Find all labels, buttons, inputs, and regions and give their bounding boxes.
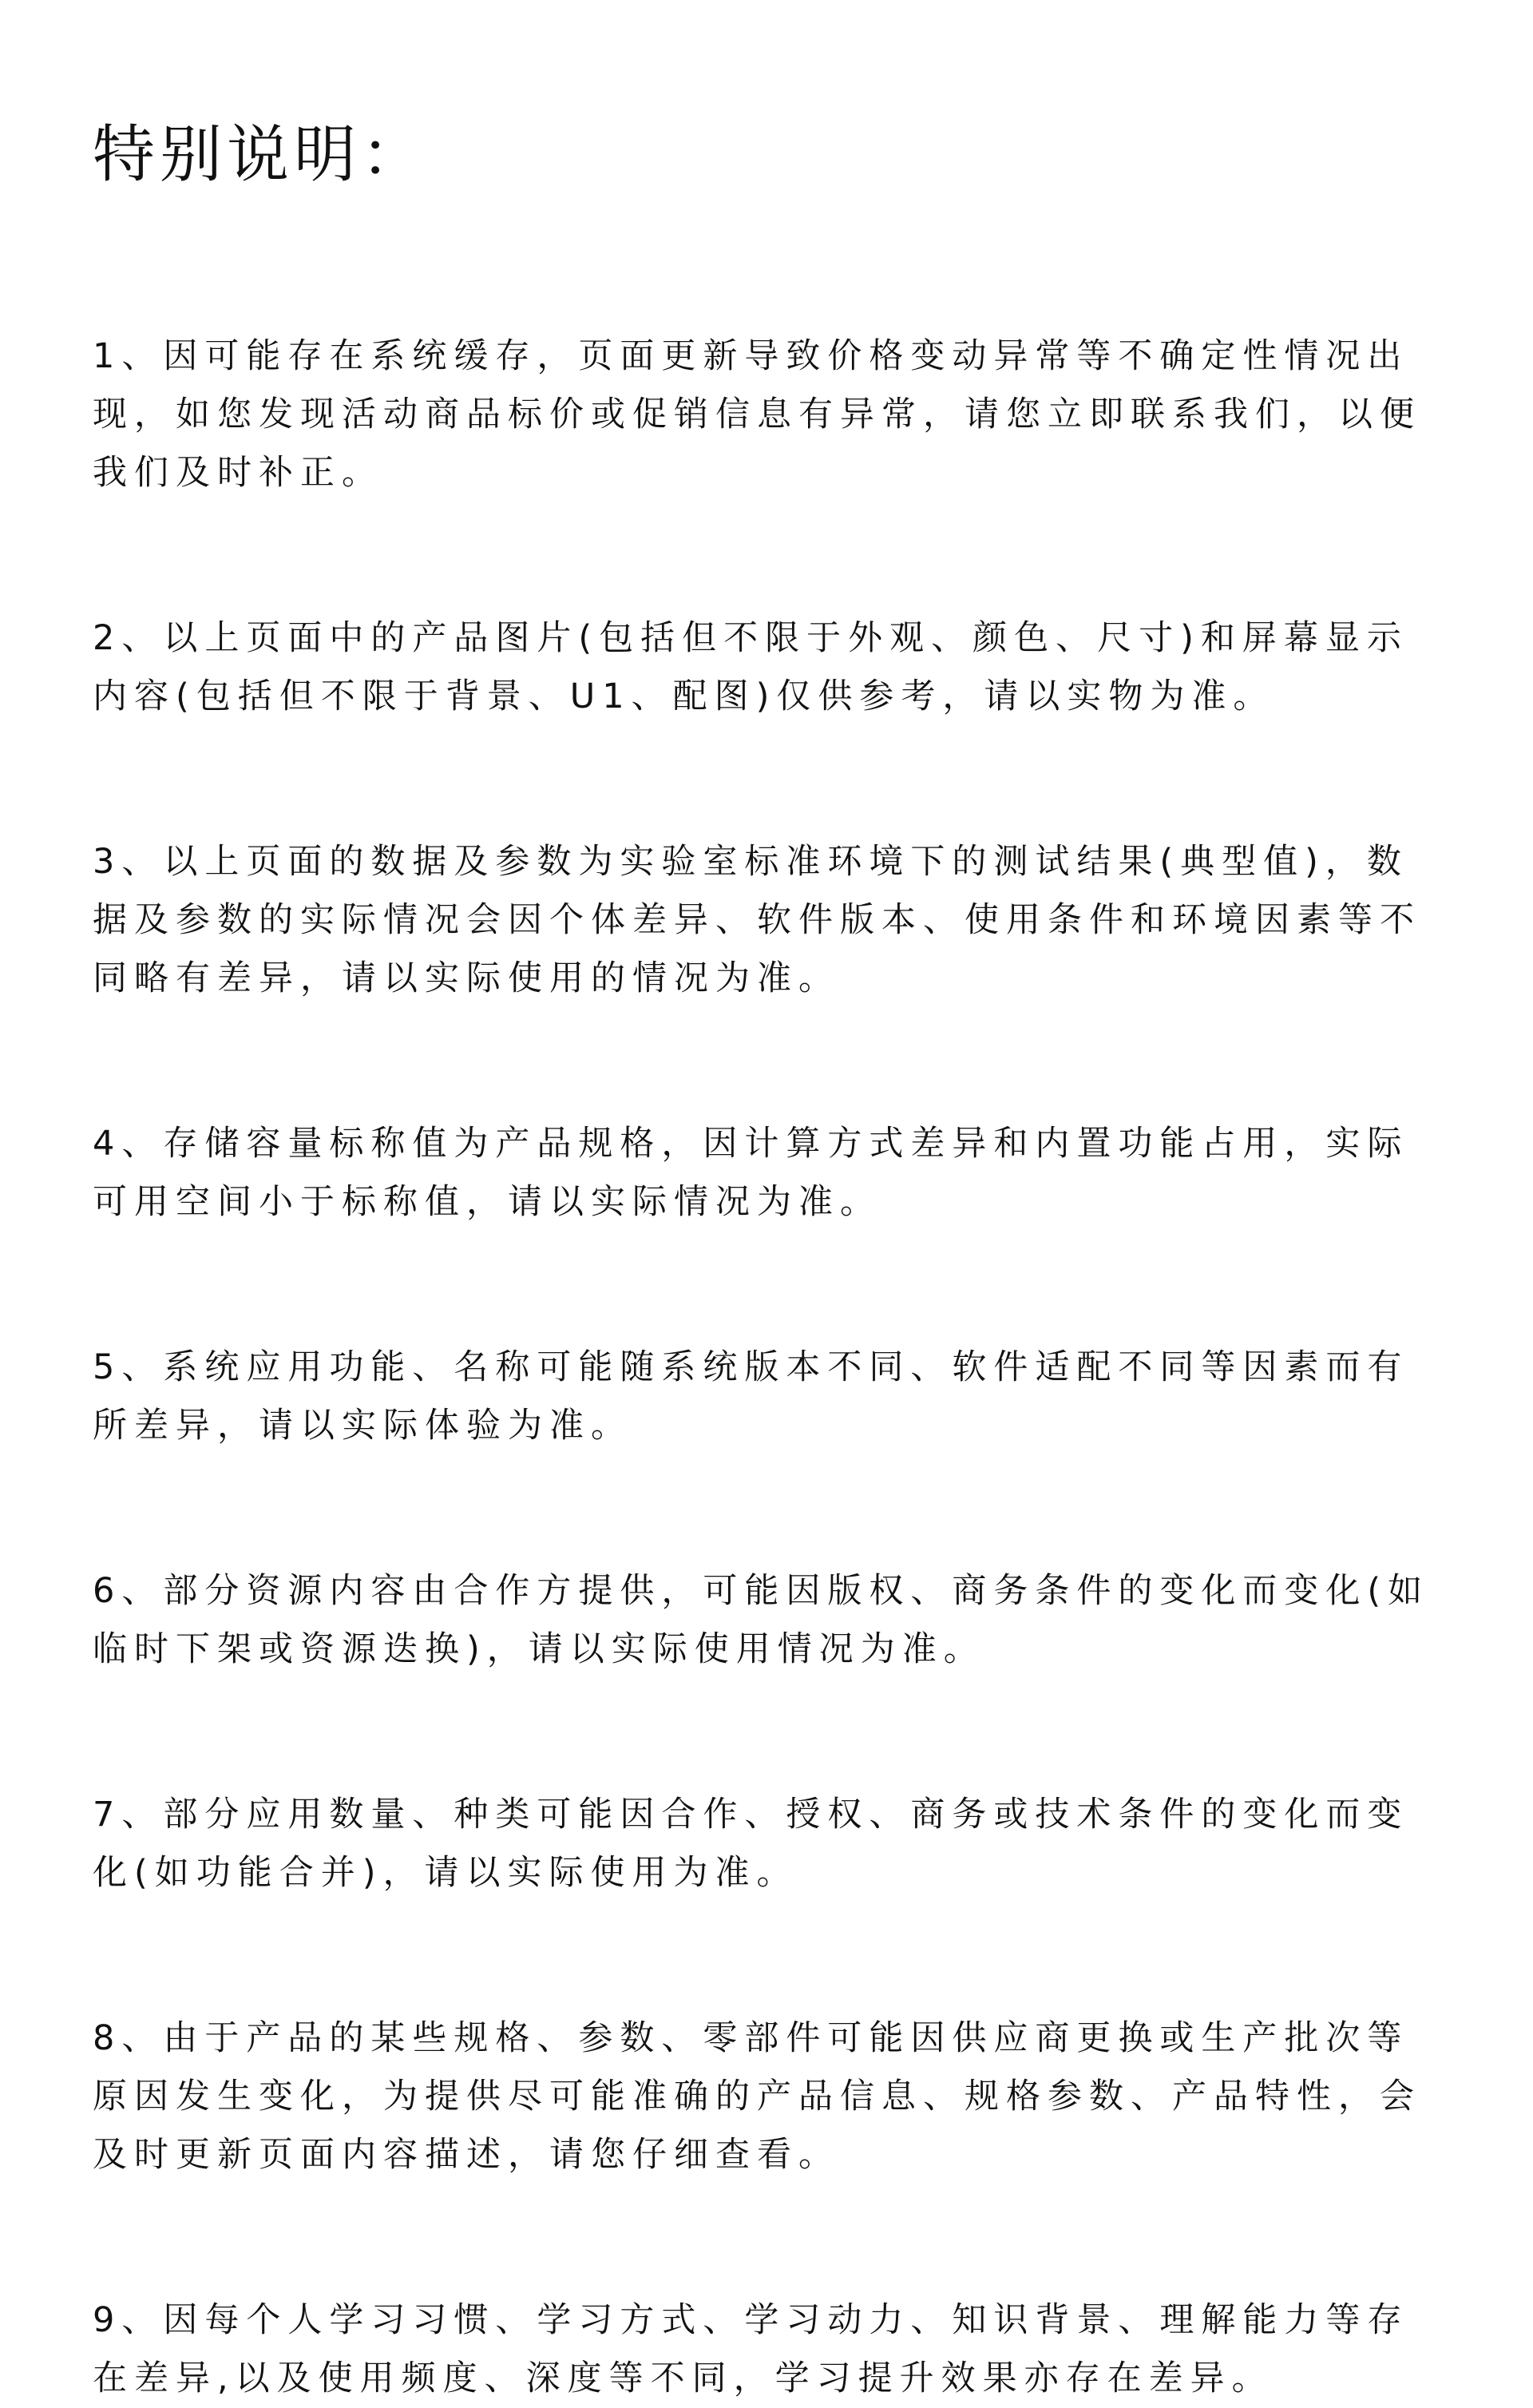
notice-item-4: 4、存储容量标称值为产品规格，因计算方式差异和内置功能占用，实际可用空间小于标称值，请以实际情况为准。 [93, 1123, 1409, 1222]
notice-item-9: 9、因每个人学习习惯、学习方式、学习动力、知识背景、理解能力等存在差异,以及使用频度、深度等不同，学习提升效果亦存在差异。 [93, 2299, 1409, 2398]
notice-item-2: 2、以上页面中的产品图片(包括但不限于外观、颜色、尺寸)和屏幕显示内容(包括但不限于背景、U1、配图)仅供参考，请以实物为准。 [93, 617, 1408, 716]
notice-item-1: 1、因可能存在系统缓存，页面更新导致价格变动异常等不确定性情况出现，如您发现活动商品标价或促销信息有异常，请您立即联系我们，以便我们及时补正。 [93, 335, 1421, 493]
notice-list [93, 327, 1442, 2408]
notice-item-7: 7、部分应用数量、种类可能因合作、授权、商务或技术条件的变化而变化(如功能合并)，请以实际使用为准。 [93, 1794, 1409, 1893]
notice-item-6: 6、部分资源内容由合作方提供，可能因版权、商务条件的变化而变化(如临时下架或资源迭换)，请以实际使用情况为准。 [93, 1570, 1430, 1669]
page-title: 特别说明： [93, 119, 429, 191]
notice-item-8: 8、由于产品的某些规格、参数、零部件可能因供应商更换或生产批次等原因发生变化，为提供尽可能准确的产品信息、规格参数、产品特性，会及时更新页面内容描述，请您仔细查看。 [93, 2017, 1421, 2175]
notice-item-5: 5、系统应用功能、名称可能随系统版本不同、软件适配不同等因素而有所差异，请以实际体验为准。 [93, 1347, 1409, 1446]
notice-item-3: 3、以上页面的数据及参数为实验室标准环境下的测试结果(典型值)，数据及参数的实际情况会因个体差异、软件版本、使用条件和环境因素等不同略有差异，请以实际使用的情况为准。 [93, 841, 1421, 998]
